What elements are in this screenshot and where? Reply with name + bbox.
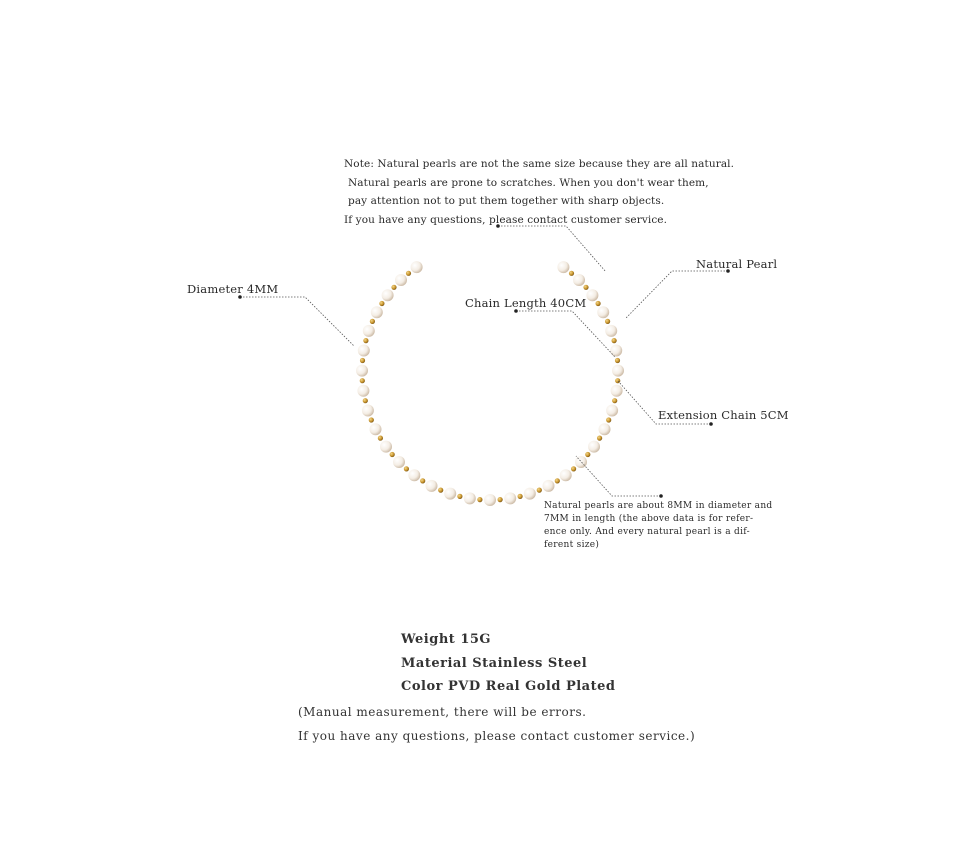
leader-line-note <box>498 226 606 272</box>
pearl-bead <box>557 261 569 273</box>
gold-bead <box>363 338 368 343</box>
gold-bead <box>596 301 601 306</box>
measurement-disclaimer <box>298 700 695 748</box>
gold-bead <box>518 494 523 499</box>
gold-bead <box>369 417 374 422</box>
pearl-bead <box>363 325 375 337</box>
pearl-bead <box>524 488 536 500</box>
care-note-line-3: pay attention not to put them together with sharp objects. <box>348 195 665 207</box>
gold-bead <box>477 497 482 502</box>
pearl-bead <box>573 274 585 286</box>
gold-bead <box>360 358 365 363</box>
pearl-bead <box>358 345 370 357</box>
gold-bead <box>612 398 617 403</box>
leader-line-diameter <box>240 297 354 346</box>
pearl-size-note-line-4: ferent size) <box>544 540 600 550</box>
gold-bead <box>360 378 365 383</box>
pearl-bead <box>356 365 368 377</box>
leader-line-chain-length <box>516 311 615 357</box>
gold-bead <box>438 488 443 493</box>
pearl-bead <box>382 289 394 301</box>
pearl-bead <box>543 480 555 492</box>
gold-bead <box>378 436 383 441</box>
gold-bead <box>583 285 588 290</box>
pearl-bead <box>426 480 438 492</box>
pearl-bead <box>586 289 598 301</box>
disclaimer-line-2: If you have any questions, please contact customer service.) <box>298 729 696 743</box>
leader-dot-pearl-size <box>659 494 663 498</box>
care-note <box>344 155 735 229</box>
gold-bead <box>420 478 425 483</box>
pearl-bead <box>362 405 374 417</box>
gold-bead <box>379 301 384 306</box>
gold-bead <box>363 398 368 403</box>
leader-lines <box>240 226 728 496</box>
diameter-label: Diameter 4MM <box>187 282 279 296</box>
gold-bead <box>406 271 411 276</box>
gold-bead <box>404 466 409 471</box>
gold-bead <box>615 378 620 383</box>
gold-bead <box>605 319 610 324</box>
pearl-bead <box>411 261 423 273</box>
chain-length-label: Chain Length 40CM <box>465 296 587 310</box>
gold-bead <box>612 338 617 343</box>
pearl-bead <box>606 405 618 417</box>
pearl-bead <box>599 423 611 435</box>
pearl-size-note-line-1: Natural pearls are about 8MM in diameter and <box>544 501 773 511</box>
gold-bead <box>555 478 560 483</box>
pearl-bead <box>484 494 496 506</box>
spec-material: Material Stainless Steel <box>401 655 588 671</box>
gold-bead <box>585 452 590 457</box>
care-note-line-1: Note: Natural pearls are not the same size because they are all natural. <box>344 158 735 170</box>
natural-pearl-label: Natural Pearl <box>696 257 778 271</box>
pearl-bead <box>444 488 456 500</box>
pearl-bead <box>588 441 600 453</box>
gold-bead <box>597 436 602 441</box>
pearl-size-note-line-2: 7MM in length (the above data is for refer- <box>544 514 754 524</box>
pearl-bead <box>464 492 476 504</box>
pearl-bead <box>611 385 623 397</box>
pearl-bead <box>408 469 420 481</box>
pearl-bead <box>393 456 405 468</box>
spec-color: Color PVD Real Gold Plated <box>401 679 616 694</box>
product-specs <box>401 628 615 699</box>
pearl-bead <box>395 274 407 286</box>
pearl-bead <box>357 385 369 397</box>
pearl-bead <box>380 441 392 453</box>
disclaimer-line-1: (Manual measurement, there will be errors. <box>298 705 587 719</box>
care-note-line-2: Natural pearls are prone to scratches. When you don't wear them, <box>348 176 709 189</box>
pearl-bead <box>597 306 609 318</box>
pearl-bead <box>504 492 516 504</box>
gold-bead <box>537 488 542 493</box>
leader-dots <box>238 224 730 498</box>
gold-bead <box>615 358 620 363</box>
pearl-size-note <box>544 500 776 552</box>
gold-bead <box>606 417 611 422</box>
gold-bead <box>569 271 574 276</box>
leader-dot-extension-chain <box>709 422 713 426</box>
gold-bead <box>391 285 396 290</box>
pearl-bead <box>371 306 383 318</box>
pearl-bead <box>560 469 572 481</box>
extension-chain-label: Extension Chain 5CM <box>658 408 789 422</box>
care-note-line-4: If you have any questions, please contact customer service. <box>344 213 668 226</box>
leader-line-natural-pearl <box>626 271 728 318</box>
pearl-bead <box>610 345 622 357</box>
gold-bead <box>370 319 375 324</box>
pearl-bead <box>612 365 624 377</box>
pearl-bead <box>370 423 382 435</box>
pearl-size-note-line-3: ence only. And every natural pearl is a dif- <box>544 527 750 537</box>
pearl-bead <box>575 456 587 468</box>
leader-line-pearl-size <box>576 456 661 496</box>
gold-bead <box>498 497 503 502</box>
gold-bead <box>457 494 462 499</box>
pearl-bead <box>605 325 617 337</box>
spec-weight: Weight 15G <box>401 632 492 647</box>
gold-bead <box>390 452 395 457</box>
gold-bead <box>571 466 576 471</box>
